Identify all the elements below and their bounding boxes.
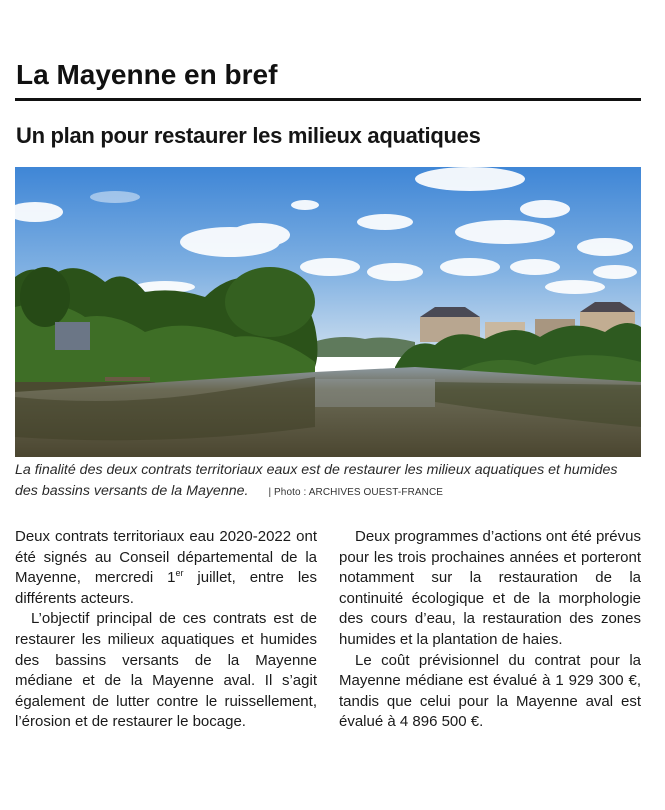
caption-text: La finalité des deux contrats territoriaux eaux est de restaurer les milieux aquatiques et humides des bassins versants de la Mayenne. xyxy=(15,462,618,499)
article-column-left xyxy=(15,527,317,733)
title-rule xyxy=(15,98,641,101)
river-photo xyxy=(15,167,641,457)
article-paragraph-1 xyxy=(15,527,317,609)
paragraph-1-text-end: juillet, entre les différents acteurs. xyxy=(15,569,318,607)
article-paragraph-3: Deux programmes d’actions ont été prévus pour les trois prochaines années et porteront notamment sur la restauration de la continuité écologique et de la morphologie des cours d’eau, la restauration des zones humides et la plantation de haies. xyxy=(339,528,641,648)
article-paragraph-4: Le coût prévisionnel du contrat pour la Mayenne médiane est évalué à 1 929 300 €, tandis que celui pour la Mayenne aval est évalué à 4 896 500 €. xyxy=(339,651,641,731)
ordinal-superscript: er xyxy=(175,568,184,579)
article-column-right xyxy=(339,527,641,733)
photo-credit: | Photo : ARCHIVES OUEST-FRANCE xyxy=(268,487,444,498)
article-paragraph-2: L’objectif principal de ces contrats est de restaurer les milieux aquatiques et humides des bassins versants de la Mayenne médiane et de la Mayenne aval. Il s’agit également de lutter contre le ruissellement, l’érosion et de restaurer le bocage. xyxy=(15,610,317,731)
section-title: La Mayenne en bref xyxy=(16,59,278,90)
photo-caption xyxy=(15,460,643,503)
paragraph-1-text: Deux contrats territoriaux eau 2020-2022 ont été signés au Conseil départemental de la Mayenne, mercredi 1 xyxy=(15,528,317,587)
headline: Un plan pour restaurer les milieux aquatiques xyxy=(16,123,481,148)
